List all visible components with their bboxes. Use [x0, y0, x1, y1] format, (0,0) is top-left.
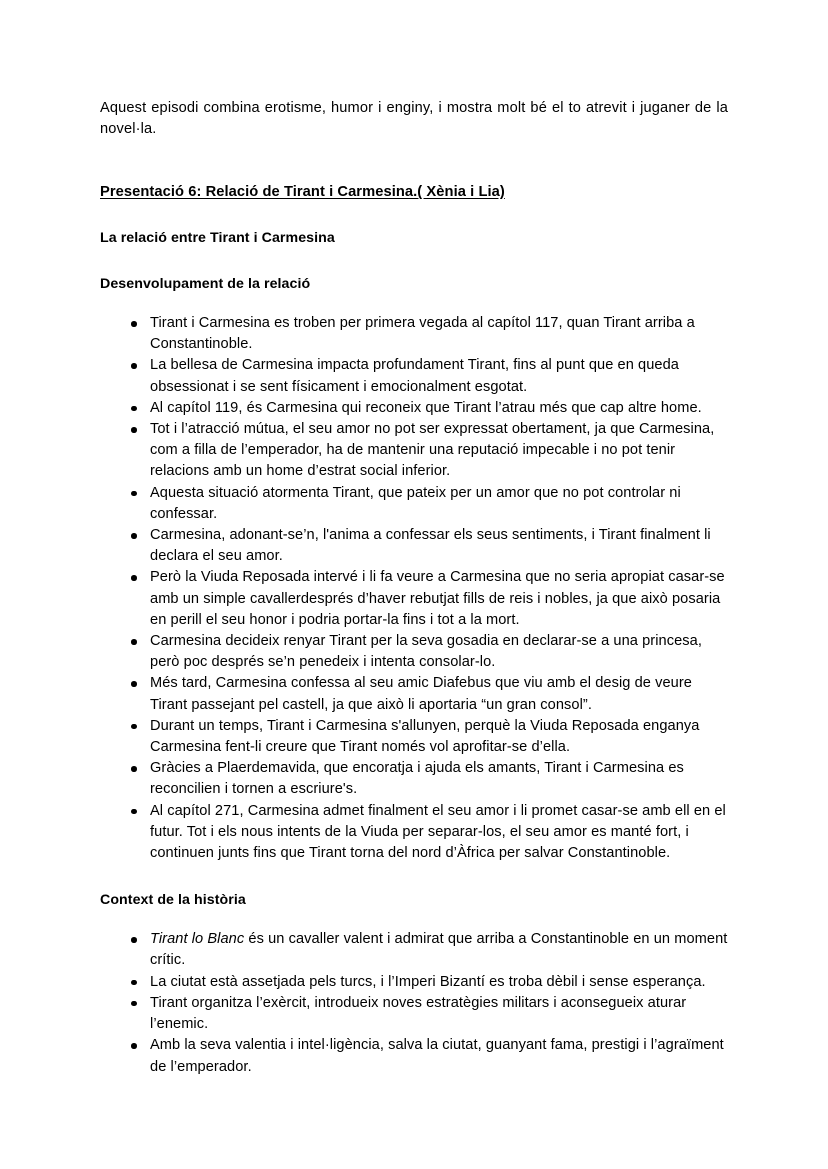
- list-item: Aquesta situació atormenta Tirant, que pateix per un amor que no pot controlar ni confessar.: [100, 483, 728, 525]
- list-item: La bellesa de Carmesina impacta profundament Tirant, fins al punt que en queda obsessionat i se sent físicament i emocionalment esgotat.: [100, 355, 728, 397]
- list-item: Més tard, Carmesina confessa al seu amic Diafebus que viu amb el desig de veure Tirant passejant pel castell, ja que això li aportaria “un gran consol”.: [100, 673, 728, 715]
- intro-paragraph: Aquest episodi combina erotisme, humor i enginy, i mostra molt bé el to atrevit i juganer de la novel·la.: [100, 100, 728, 137]
- list-item: Al capítol 119, és Carmesina qui reconeix que Tirant l’atrau més que cap altre home.: [100, 398, 728, 419]
- spacer: [100, 140, 728, 182]
- list-item: La ciutat està assetjada pels turcs, i l’Imperi Bizantí es troba dèbil i sense esperança.: [100, 972, 728, 993]
- section-subtitle: La relació entre Tirant i Carmesina: [100, 230, 335, 246]
- spacer: [100, 248, 728, 274]
- list-item: Durant un temps, Tirant i Carmesina s'allunyen, perquè la Viuda Reposada enganya Carmesina fent-li creure que Tirant només vol aprofitar-se d’ella.: [100, 716, 728, 758]
- document-body: [100, 98, 728, 1078]
- spacer: [100, 294, 728, 313]
- spacer: [100, 864, 728, 890]
- subsection-heading-context: Context de la història: [100, 892, 246, 909]
- subsection-heading-desenvolupament: Desenvolupament de la relació: [100, 276, 311, 292]
- list-item-text: és un cavaller valent i admirat que arriba a Constantinoble en un moment crític.: [150, 931, 728, 969]
- bullet-list-context: [100, 929, 728, 1077]
- list-item: Carmesina decideix renyar Tirant per la seva gosadia en declarar-se a una princesa, però poc després se’n penedeix i intenta consolar-lo.: [100, 631, 728, 673]
- bullet-list-desenvolupament: [100, 313, 728, 864]
- work-title: Tirant lo Blanc: [150, 931, 245, 948]
- list-item: Però la Viuda Reposada intervé i li fa veure a Carmesina que no seria apropiat casar-se amb un simple cavallerdesprés d’haver rebutjat fills de reis i nobles, ja que això posaria en perill el seu honor i podria portar-la fins i tot a la mort.: [100, 567, 728, 631]
- spacer: [100, 202, 728, 228]
- list-item: Al capítol 271, Carmesina admet finalment el seu amor i li promet casar-se amb ell en el futur. Tot i els nous intents de la Viuda per separar-los, el seu amor es manté fort, i continuen junts fins que Tirant torna del nord d’Àfrica per salvar Constantinoble.: [100, 801, 728, 865]
- spacer: [100, 910, 728, 929]
- list-item: Tirant i Carmesina es troben per primera vegada al capítol 117, quan Tirant arriba a Constantinoble.: [100, 313, 728, 355]
- list-item: Tirant organitza l’exèrcit, introdueix noves estratègies militars i aconsegueix aturar l’enemic.: [100, 993, 728, 1035]
- section-title: Presentació 6: Relació de Tirant i Carmesina.( Xènia i Lia): [100, 184, 505, 200]
- list-item: Amb la seva valentia i intel·ligència, salva la ciutat, guanyant fama, prestigi i l’agraïment de l’emperador.: [100, 1035, 728, 1077]
- list-item: [100, 929, 728, 971]
- list-item: Carmesina, adonant-se’n, l'anima a confessar els seus sentiments, i Tirant finalment li declara el seu amor.: [100, 525, 728, 567]
- list-item: Tot i l’atracció mútua, el seu amor no pot ser expressat obertament, ja que Carmesina, com a filla de l’emperador, ha de mantenir una reputació impecable i no pot tenir relacions amb un home d’estrat social inferior.: [100, 419, 728, 483]
- list-item: Gràcies a Plaerdemavida, que encoratja i ajuda els amants, Tirant i Carmesina es reconcilien i tornen a escriure's.: [100, 758, 728, 800]
